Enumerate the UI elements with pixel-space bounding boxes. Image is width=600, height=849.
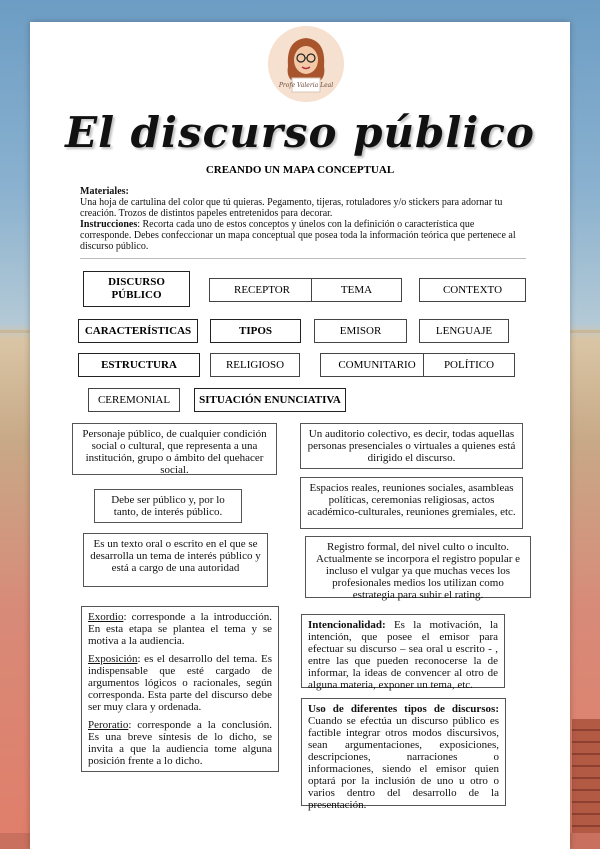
instructions-paragraph bbox=[80, 219, 524, 252]
concept-ceremonial[interactable]: CEREMONIAL bbox=[88, 388, 180, 412]
instructions-block bbox=[80, 186, 524, 252]
instructions-text: : Recorta cada uno de estos conceptos y únelos con la definición o característica que corresponde. Debes confeccionar un mapa conceptual que posea toda la información teórica que pertenece al discurso público. bbox=[80, 219, 516, 252]
materials-label: Materiales: bbox=[80, 186, 129, 197]
concept-caracteristicas[interactable]: CARACTERÍSTICAS bbox=[78, 319, 198, 343]
exposicion-text: : es el desarrollo del tema. Es indispensable que esté cargado de argumentos lógicos o racionales, según corresponda. Esta parte del discurso debe ser muy clara y ordenada. bbox=[88, 653, 272, 713]
divider bbox=[80, 258, 526, 259]
materials-paragraph bbox=[80, 186, 524, 219]
peroratio-paragraph bbox=[88, 719, 272, 767]
instructions-label: Instrucciones bbox=[80, 219, 138, 230]
exposicion-label: Exposición bbox=[88, 653, 138, 665]
definition-emisor[interactable]: Personaje público, de cualquier condición social o cultural, que representa a una institución, grupo o ámbito del quehacer social. bbox=[72, 423, 277, 475]
definition-discurso[interactable]: Es un texto oral o escrito en el que se desarrolla un tema de interés público y está a cargo de una autoridad bbox=[83, 533, 268, 587]
peroratio-text: : corresponde a la conclusión. Es una breve síntesis de lo dicho, se invita a que la audiencia tome alguna posición frente a lo dicho. bbox=[88, 719, 272, 767]
concept-comunitario[interactable]: COMUNITARIO bbox=[320, 353, 434, 377]
concept-estructura[interactable]: ESTRUCTURA bbox=[78, 353, 200, 377]
definition-lenguaje[interactable]: Registro formal, del nivel culto o inculto. Actualmente se incorpora el registro popular e incluso el vulgar ya que muchas veces los profesionales medios los utilizan como estrategia para subir el rating. bbox=[305, 536, 531, 598]
exordio-paragraph bbox=[88, 611, 272, 647]
worksheet-page bbox=[30, 22, 570, 849]
concept-tema[interactable]: TEMA bbox=[311, 278, 402, 302]
definition-caracteristica[interactable]: Debe ser público y, por lo tanto, de interés público. bbox=[94, 489, 242, 523]
exordio-label: Exordio bbox=[88, 611, 124, 623]
logo-caption: Profe Valeria Leal bbox=[278, 82, 334, 89]
definition-intencionalidad[interactable] bbox=[301, 614, 505, 691]
concept-discurso-publico[interactable]: DISCURSO PÚBLICO bbox=[83, 271, 190, 307]
background-brick bbox=[572, 719, 600, 849]
definition-estructura[interactable] bbox=[81, 606, 279, 772]
materials-text: Una hoja de cartulina del color que tú quieras. Pegamento, tijeras, rotuladores y/o stickers para adornar tu creación. Trozos de distintos papeles entretenidos para decorar. bbox=[80, 197, 503, 219]
concept-contexto[interactable]: CONTEXTO bbox=[419, 278, 526, 302]
tipos-uso-text: Cuando se efectúa un discurso público es factible integrar otros modos discursivos, sean argumentaciones, exposiciones, descripciones, narraciones o informaciones, siendo el emisor quien optará por la inclusión de uno u otro o varios dentro del desarrollo de la presentación. bbox=[308, 715, 499, 811]
definition-receptor[interactable]: Un auditorio colectivo, es decir, todas aquellas personas presenciales o virtuales a quienes está dirigido el discurso. bbox=[300, 423, 523, 469]
intencionalidad-text: Es la motivación, la intención, que posee el emisor para efectuar su discurso – sea oral u escrito - , entre las que pueden reconocerse la de informar, la ideas de convencer al otro de alguna materia, exponer un tema, etc. bbox=[308, 619, 498, 691]
concept-religioso[interactable]: RELIGIOSO bbox=[210, 353, 300, 377]
concept-receptor[interactable]: RECEPTOR bbox=[209, 278, 315, 302]
exposicion-paragraph bbox=[88, 653, 272, 713]
concept-lenguaje[interactable]: LENGUAJE bbox=[419, 319, 509, 343]
concept-emisor[interactable]: EMISOR bbox=[314, 319, 407, 343]
concept-politico[interactable]: POLÍTICO bbox=[423, 353, 515, 377]
teacher-avatar-icon bbox=[268, 26, 344, 102]
page-subtitle: CREANDO UN MAPA CONCEPTUAL bbox=[205, 164, 395, 176]
definition-tipos-discursos[interactable] bbox=[301, 698, 506, 811]
exordio-text: : corresponde a la introducción. En esta etapa se plantea el tema y se motiva a la audiencia. bbox=[88, 611, 272, 647]
concept-situacion-enunciativa[interactable]: SITUACIÓN ENUNCIATIVA bbox=[194, 388, 346, 412]
intencionalidad-label: Intencionalidad: bbox=[308, 619, 386, 631]
definition-contexto[interactable]: Espacios reales, reuniones sociales, asambleas políticas, ceremonias religiosas, actos académico-culturales, reuniones gremiales, etc. bbox=[300, 477, 523, 529]
peroratio-label: Peroratio bbox=[88, 719, 129, 731]
concept-tipos[interactable]: TIPOS bbox=[210, 319, 301, 343]
page-title: El discurso público bbox=[65, 108, 535, 157]
tipos-uso-label: Uso de diferentes tipos de discursos: bbox=[308, 703, 499, 715]
